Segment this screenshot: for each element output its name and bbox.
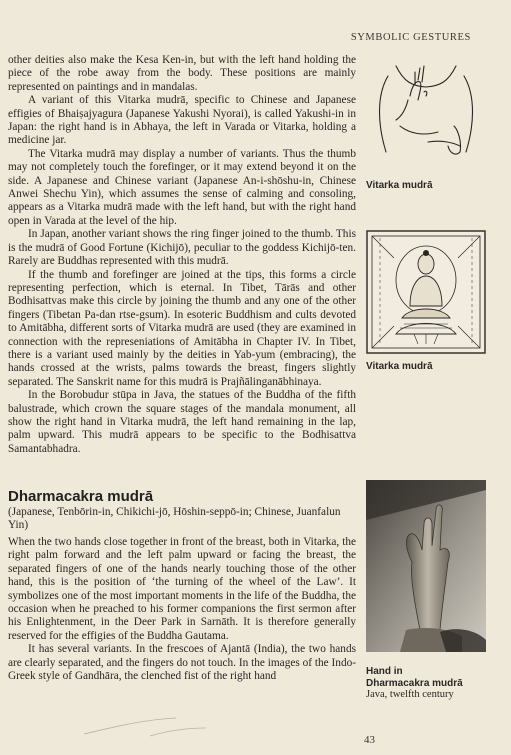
figure-caption-block bbox=[366, 666, 496, 701]
figure-vitarka-line-drawing bbox=[366, 56, 486, 166]
body-text-lower bbox=[8, 536, 356, 683]
seated-buddha-illustration bbox=[366, 230, 486, 354]
vitarka-drawing-illustration bbox=[366, 56, 486, 166]
paragraph: A variant of this Vitarka mudrā, specific to Chinese and Japanese effigies of Bhaiṣajyagura (Japanese Yakushi Nyorai), is called Yakushi-in in Japan: the right hand is in Abhaya, the left in Varada or Vitarka, holding a medicine jar. bbox=[8, 94, 356, 147]
figure-caption: Vitarka mudrā bbox=[366, 180, 433, 191]
section-heading: Dharmacakra mudrā bbox=[8, 488, 154, 505]
paragraph: If the thumb and forefinger are joined at the tips, this forms a circle representing perfection, which is eternal. In Tibet, Tārās and other Bodhisattvas make this circle by joining the thumb and any one of the other fingers (Tibetan Pa-dan rtse-gsum). In esoteric Buddhism and cults devoted to Amitābha, different sorts of Vitarka mudrā are used (they are examined in connection with the represeniations of Amitābha in Chapter IV. In Tibet, there is a variant used mainly by the deities in Yab-yum (embracing), the hands crossed at the wrists, palms towards the breast, fingers slightly separated. The Sanskrit name for this mudrā is Prajñālinganābhinaya. bbox=[8, 268, 356, 388]
paragraph: In Japan, another variant shows the ring finger joined to the thumb. This is the mudrā of Good Fortune (Kichijō), peculiar to the goddess Kichijō-ten. Rarely are Buddhas represented with this mudrā. bbox=[8, 228, 356, 268]
scan-smudge-mark bbox=[80, 710, 210, 740]
paragraph: It has several variants. In the frescoes of Ajantā (India), the two hands are clearly separated, and the fingers do not touch. In the images of the Indo-Greek style of Gandhāra, the clenched fist of the right hand bbox=[8, 643, 356, 683]
caption-line: Java, twelfth century bbox=[366, 689, 454, 700]
figure-hand-photo bbox=[366, 480, 486, 652]
caption-line: Dharmacakra mudrā bbox=[366, 677, 463, 689]
paragraph: In the Borobudur stūpa in Java, the statues of the Buddha of the fifth balustrade, which crown the square stages of the mandala monument, all show the right hand in Vitarka mudrā, the left hand remaining in the lap, palm upward. This mudrā appears to be specific to the Bodhisattva Samantabhadra. bbox=[8, 389, 356, 455]
paragraph: When the two hands close together in front of the breast, both in Vitarka, the right palm forward and the left palm upward or facing the breast, the separated fingers of one of the hands nearly touching those of the other hand, this is the position of ‘the turning of the wheel of the Law’. It symbolizes one of the most important moments in the life of the Buddha, the occasion when he preached to his former companions the first sermon after his Enlightenment, in the Deer Park in Sarnāth. It is therefore generally reserved for the effigies of the Buddha Gautama. bbox=[8, 536, 356, 642]
running-head: SYMBOLIC GESTURES bbox=[350, 32, 471, 43]
figure-caption: Vitarka mudrā bbox=[366, 361, 433, 372]
section-subhead: (Japanese, Tenbōrin-in, Chikichi-jō, Hōshin-seppō-in; Chinese, Juanfalun Yin) bbox=[8, 506, 341, 532]
hand-photograph bbox=[366, 480, 486, 652]
caption-line: Hand in bbox=[366, 666, 403, 677]
page-number: 43 bbox=[364, 734, 375, 746]
paragraph: The Vitarka mudrā may display a number of variants. Thus the thumb may not completely touch the forefinger, or it may extend beyond it on the side. A Japanese and Chinese variant (Japanese An-i-shōshu-in, Chinese Anwei Shechu Yin), which assumes the sense of calming and consoling, appears as a Vitarka mudrā made with the left hand, but with the right hand open in Varada at the level of the hip. bbox=[8, 147, 356, 227]
figure-buddha-framed-drawing bbox=[366, 230, 486, 354]
paragraph: other deities also make the Kesa Ken-in, but with the left hand holding the piece of the robe away from the body. These positions are mainly represented on paintings and in mandalas. bbox=[8, 54, 356, 93]
body-text-upper bbox=[8, 54, 356, 456]
